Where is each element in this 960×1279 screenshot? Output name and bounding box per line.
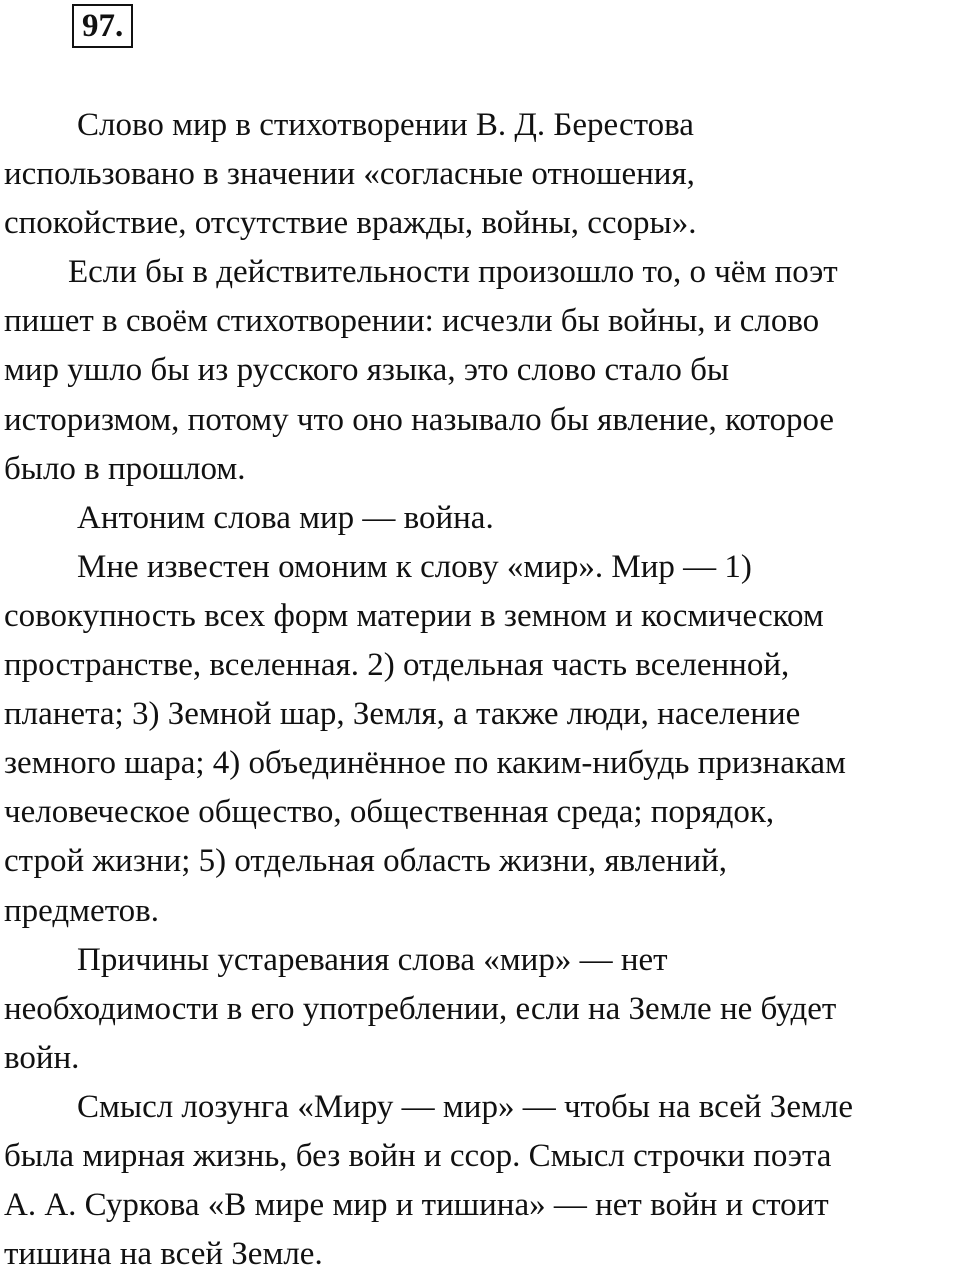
text-line: Причины устаревания слова «мир» — нет (77, 941, 668, 978)
text-line: войн. (4, 1039, 80, 1076)
text-line: Мне известен омоним к слову «мир». Мир — 1) (77, 548, 752, 585)
text-line: планета; 3) Земной шар, Земля, а также люди, население (4, 696, 801, 733)
text-line: использовано в значении «согласные отношения, (4, 156, 695, 193)
text-line: земного шара; 4) объединённое по каким-нибудь признакам (4, 745, 846, 782)
text-line: необходимости в его употреблении, если на Земле не будет (4, 990, 837, 1027)
text-line: спокойствие, отсутствие вражды, войны, ссоры». (4, 205, 697, 242)
text-line: А. А. Суркова «В мире мир и тишина» — нет войн и стоит (4, 1187, 829, 1224)
text-line: пишет в своём стихотворении: исчезли бы войны, и слово (4, 303, 820, 340)
task-number: 97. (72, 4, 133, 48)
text-line: пространстве, вселенная. 2) отдельная часть вселенной, (4, 647, 790, 684)
text-line: Если бы в действительности произошло то, о чём поэт (68, 254, 838, 291)
text-line: Антоним слова мир — война. (77, 499, 494, 536)
text-line: тишина на всей Земле. (4, 1236, 323, 1273)
text-line: совокупность всех форм материи в земном и космическом (4, 597, 824, 634)
text-line: Смысл лозунга «Миру — мир» — чтобы на всей Земле (77, 1088, 853, 1125)
text-line: предметов. (4, 892, 160, 929)
text-line: мир ушло бы из русского языка, это слово стало бы (4, 352, 730, 389)
text-line: историзмом, потому что оно называло бы явление, которое (4, 401, 835, 438)
answer-text (4, 101, 960, 1279)
text-line: было в прошлом. (4, 450, 246, 487)
text-line: строй жизни; 5) отдельная область жизни, явлений, (4, 843, 728, 880)
text-line: Слово мир в стихотворении В. Д. Берестова (77, 107, 694, 143)
text-line: была мирная жизнь, без войн и ссор. Смысл строчки поэта (4, 1137, 832, 1174)
text-line: человеческое общество, общественная среда; порядок, (4, 794, 775, 831)
